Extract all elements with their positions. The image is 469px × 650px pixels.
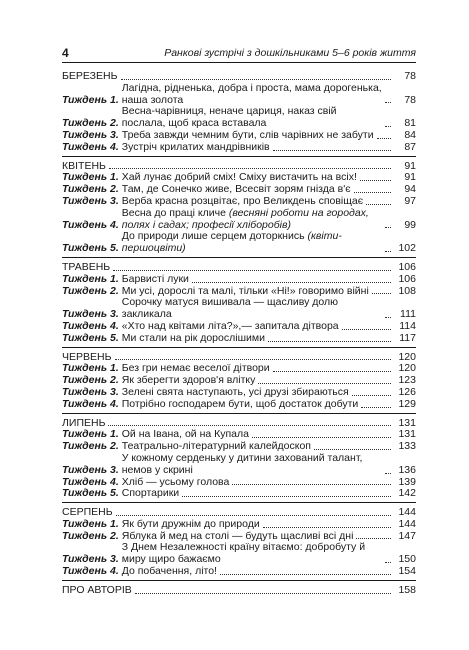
dot-leader <box>314 449 391 450</box>
dot-leader <box>182 496 391 497</box>
dot-leader <box>273 150 391 151</box>
week-label: Тиждень 3. <box>62 385 119 398</box>
dot-leader <box>385 251 391 252</box>
toc-section-berezen <box>62 71 416 157</box>
toc-entry <box>62 321 416 333</box>
entry-title: Верба красна розцвітає, про Великдень сповіщає <box>121 194 364 207</box>
page-ref: 150 <box>398 553 416 566</box>
entry-subtitle: (квіти-першоцвіти) <box>121 230 342 255</box>
week-label: Тиждень 5. <box>62 242 119 255</box>
entry-title <box>122 208 382 232</box>
page-ref: 131 <box>398 416 416 429</box>
entry-title: Зелені свята наступають, усі друзі збираються <box>121 385 349 398</box>
toc-section-kviten <box>62 161 416 258</box>
toc-month-row <box>62 262 416 274</box>
week-label: Тиждень 1. <box>62 171 119 184</box>
month-title: СЕРПЕНЬ <box>62 506 113 519</box>
page-ref: 123 <box>398 374 416 387</box>
entry-title: Ми стали на рік дорослішими <box>121 331 265 344</box>
week-label: Тиждень 4. <box>62 565 119 578</box>
entry-title: Театрально-літературний калейдоскоп <box>121 440 311 453</box>
entry-main-text: Весна до праці кличе <box>121 206 226 219</box>
dot-leader <box>109 168 391 169</box>
page-ref: 144 <box>398 517 416 530</box>
page-ref: 91 <box>404 171 416 184</box>
dot-leader <box>352 395 391 396</box>
week-label: Тиждень 4. <box>62 475 119 488</box>
toc-entry <box>62 399 416 411</box>
page-ref: 154 <box>398 565 416 578</box>
toc-entry <box>62 297 416 321</box>
page-ref: 102 <box>398 242 416 255</box>
page-ref: 87 <box>404 140 416 153</box>
month-title: КВІТЕНЬ <box>62 159 106 172</box>
week-label: Тиждень 2. <box>62 529 119 542</box>
week-label: Тиждень 4. <box>62 397 119 410</box>
week-label: Тиждень 2. <box>62 374 119 387</box>
page-ref: 126 <box>398 385 416 398</box>
entry-title: Ой на Івана, ой на Купала <box>121 428 249 441</box>
entry-title: У кожному серденьку у дитини захований талант, немов у скрині <box>121 451 363 476</box>
page-ref: 99 <box>404 218 416 231</box>
toc-entry <box>62 274 416 286</box>
week-label: Тиждень 1. <box>62 272 119 285</box>
page-ref: 94 <box>404 183 416 196</box>
page-ref: 133 <box>398 440 416 453</box>
entry-title: «Хто над квітами літа?»,— запитала дітвора <box>121 319 339 332</box>
toc-entry <box>62 566 416 578</box>
week-label: Тиждень 3. <box>62 308 119 321</box>
dot-leader <box>232 484 391 485</box>
week-label: Тиждень 2. <box>62 284 119 297</box>
week-label: Тиждень 1. <box>62 93 119 106</box>
page-ref: 120 <box>398 350 416 363</box>
page-ref: 111 <box>400 308 416 321</box>
page-ref: 106 <box>398 260 416 273</box>
week-label: Тиждень 4. <box>62 140 119 153</box>
entry-title: Ми усі, дорослі та малі, тільки «Ні!» говоримо війні <box>121 284 369 297</box>
toc-entry <box>62 83 416 107</box>
entry-title: Сорочку матуся вишивала — щасливу долю закликала <box>121 296 339 321</box>
entry-title: Як бути дружнім до природи <box>121 517 260 530</box>
entry-title: З Днем Незалежності країну вітаємо: добробуту й миру щиро бажаємо <box>121 541 366 566</box>
page-header <box>62 46 416 63</box>
dot-leader <box>385 126 391 127</box>
page-ref: 78 <box>404 93 416 106</box>
dot-leader <box>360 180 391 181</box>
week-label: Тиждень 5. <box>62 331 119 344</box>
week-label: Тиждень 4. <box>62 319 119 332</box>
dot-leader <box>192 282 391 283</box>
week-label: Тиждень 2. <box>62 440 119 453</box>
page-ref: 114 <box>399 319 416 332</box>
toc-entry <box>62 519 416 531</box>
page-ref: 84 <box>404 128 416 141</box>
toc-entry <box>62 142 416 154</box>
page-ref: 131 <box>398 428 416 441</box>
page-ref: 117 <box>399 331 416 344</box>
entry-title: Хай лунає добрий сміх! Сміху вистачить на всіх! <box>121 171 357 184</box>
entry-title: Потрібно господарем бути, щоб достаток добути <box>121 397 359 410</box>
toc-month-row <box>62 585 416 597</box>
entry-main-text: До природи лише серцем доторкнись <box>121 230 305 243</box>
entry-title: Весна-чарівниця, неначе цариця, наказ свій послала, щоб краса вставала <box>121 105 337 130</box>
page-ref: 78 <box>404 70 416 82</box>
page-ref: 106 <box>398 272 416 285</box>
dot-leader <box>377 138 391 139</box>
week-label: Тиждень 2. <box>62 183 119 196</box>
dot-leader <box>273 371 391 372</box>
entry-subtitle: (весняні роботи на городах, полях і садах; професії хліборобів) <box>121 206 369 231</box>
month-title: ТРАВЕНЬ <box>62 260 111 273</box>
entry-title: Треба завжди чемним бути, слів чарівних не забути <box>121 128 374 141</box>
page-ref: 158 <box>398 583 416 596</box>
toc-entry <box>62 130 416 142</box>
dot-leader <box>252 437 391 438</box>
toc-section-traven <box>62 262 416 348</box>
week-label: Тиждень 2. <box>62 117 119 130</box>
toc-entry <box>62 208 416 232</box>
dot-leader <box>263 527 391 528</box>
page-ref: 108 <box>398 284 416 297</box>
month-title: ЛИПЕНЬ <box>62 416 106 429</box>
dot-leader <box>268 341 391 342</box>
entry-title: Барвисті луки <box>121 272 189 285</box>
week-label: Тиждень 3. <box>62 553 119 566</box>
dot-leader <box>342 329 391 330</box>
page-ref: 120 <box>398 362 416 375</box>
entry-title: Яблука й мед на столі — будуть щасливі всі дні <box>121 529 354 542</box>
week-label: Тиждень 1. <box>62 428 119 441</box>
dot-leader <box>385 102 391 103</box>
toc-section-lypen <box>62 418 416 504</box>
dot-leader <box>361 407 391 408</box>
entry-title: До побачення, літо! <box>121 565 217 578</box>
entry-title: Як зберегти здоров'я влітку <box>121 374 256 387</box>
page-ref: 144 <box>398 506 416 519</box>
dot-leader <box>220 574 391 575</box>
week-label: Тиждень 1. <box>62 362 119 375</box>
dot-leader <box>135 593 391 594</box>
toc-section-authors <box>62 585 416 599</box>
page-ref: 97 <box>404 194 416 207</box>
page-ref: 142 <box>398 487 416 500</box>
dot-leader <box>385 473 391 474</box>
dot-leader <box>356 538 391 539</box>
running-title: Ранкові зустрічі з дошкільниками 5–6 років життя <box>164 47 416 59</box>
page-ref: 139 <box>398 475 416 488</box>
week-label: Тиждень 3. <box>62 128 119 141</box>
dot-leader <box>108 425 391 426</box>
toc-entry <box>62 488 416 500</box>
month-title: ЧЕРВЕНЬ <box>62 350 112 363</box>
page-ref: 91 <box>404 159 416 172</box>
toc-entry <box>62 453 416 477</box>
authors-title: ПРО АВТОРІВ <box>62 583 132 596</box>
toc-section-cherven <box>62 352 416 414</box>
page-ref: 129 <box>398 397 416 410</box>
entry-title: Зустріч крилатих мандрівників <box>121 140 270 153</box>
table-of-contents <box>62 71 416 603</box>
page-ref: 81 <box>404 117 416 130</box>
toc-entry <box>62 387 416 399</box>
toc-entry <box>62 333 416 345</box>
entry-title <box>122 231 382 255</box>
toc-entry <box>62 106 416 130</box>
week-label: Тиждень 1. <box>62 517 119 530</box>
dot-leader <box>354 192 391 193</box>
dot-leader <box>385 317 391 318</box>
dot-leader <box>115 359 392 360</box>
week-label: Тиждень 4. <box>62 218 119 231</box>
entry-title: Спортарики <box>121 487 180 500</box>
dot-leader <box>385 227 391 228</box>
entry-title: Там, де Сонечко живе, Всесвіт зорям гнізда в'є <box>121 183 351 196</box>
week-label: Тиждень 3. <box>62 463 119 476</box>
toc-section-serpen <box>62 507 416 581</box>
page-number: 4 <box>62 46 69 60</box>
page-ref: 136 <box>398 463 416 476</box>
dot-leader <box>385 562 391 563</box>
toc-entry <box>62 542 416 566</box>
dot-leader <box>372 293 391 294</box>
week-label: Тиждень 3. <box>62 194 119 207</box>
dot-leader <box>366 204 391 205</box>
entry-title: Без гри немає веселої дітвори <box>121 362 270 375</box>
dot-leader <box>258 383 391 384</box>
week-label: Тиждень 5. <box>62 487 119 500</box>
dot-leader <box>116 515 391 516</box>
page-ref: 147 <box>398 529 416 542</box>
entry-title: Хліб — усьому голова <box>121 475 230 488</box>
dot-leader <box>113 270 391 271</box>
toc-entry <box>62 231 416 255</box>
entry-title: Лагідна, рідненька, добра і проста, мама дорогенька, наша золота <box>121 81 382 106</box>
month-title: БЕРЕЗЕНЬ <box>62 70 118 82</box>
dot-leader <box>121 79 392 80</box>
